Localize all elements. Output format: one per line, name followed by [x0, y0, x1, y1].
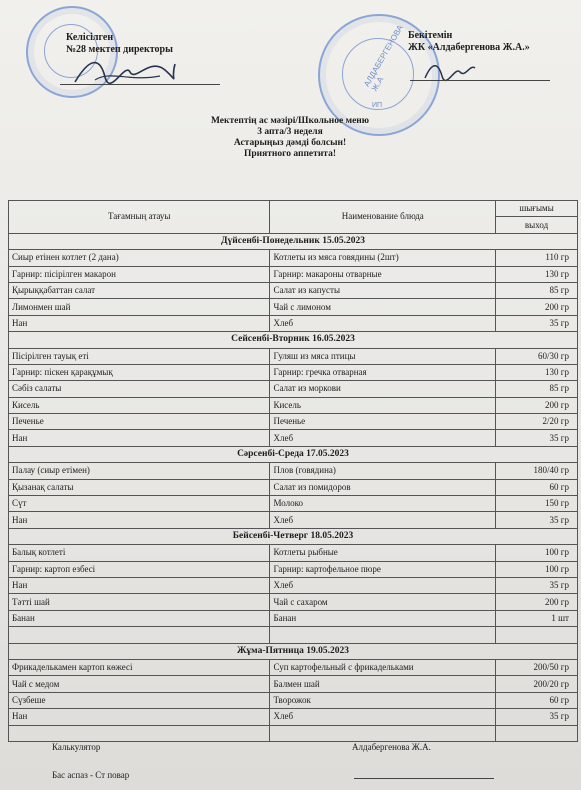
dish-output: 100 гр [496, 545, 578, 561]
dish-output: 110 гр [496, 250, 578, 266]
table-row [9, 479, 578, 495]
dish-output: 35 гр [496, 430, 578, 446]
dish-name-ru [270, 627, 496, 643]
dish-output: 100 гр [496, 561, 578, 577]
footer-chef: Бас аспаз - Ст повар [52, 770, 130, 780]
menu-title-line2: 3 апта/3 неделя [257, 127, 323, 137]
dish-name-ru: Гарнир: картофельное пюре [270, 561, 496, 577]
dish-name-kz: Гарнир: піскен қарақұмық [9, 364, 270, 380]
dish-name-kz [9, 627, 270, 643]
table-row [9, 381, 578, 397]
menu-table [8, 200, 578, 742]
dish-output: 60 гр [496, 692, 578, 708]
table-row [9, 430, 578, 446]
table-row [9, 692, 578, 708]
dish-name-ru: Гуляш из мяса птицы [270, 348, 496, 364]
dish-output [496, 627, 578, 643]
day-title: Сәрсенбі-Среда 17.05.2023 [9, 446, 578, 462]
day-title: Дүйсенбі-Понедельник 15.05.2023 [9, 233, 578, 249]
dish-output: 85 гр [496, 282, 578, 298]
dish-output: 35 гр [496, 577, 578, 593]
approval-left-line2: №28 мектеп директоры [66, 44, 173, 55]
dish-name-ru: Хлеб [270, 430, 496, 446]
table-row [9, 282, 578, 298]
table-row [9, 676, 578, 692]
table-row [9, 659, 578, 675]
table-row [9, 561, 578, 577]
footer-signature-line [354, 778, 494, 779]
dish-name-kz: Лимонмен шай [9, 299, 270, 315]
approval-right-line2: ЖК «Алдабергенова Ж.А.» [408, 42, 530, 53]
company-stamp-subtext: ИП [372, 102, 383, 109]
dish-name-kz: Нан [9, 512, 270, 528]
company-stamp-text: АЛДАБЕРГЕНОВА Ж.А [362, 23, 405, 93]
dish-output: 1 шт [496, 610, 578, 626]
dish-name-ru: Печенье [270, 414, 496, 430]
dish-name-ru: Гарнир: макароны отварные [270, 266, 496, 282]
table-header-row [9, 201, 578, 217]
table-row [9, 610, 578, 626]
table-row [9, 709, 578, 725]
dish-output: 35 гр [496, 315, 578, 331]
dish-output: 200/50 гр [496, 659, 578, 675]
table-row [9, 348, 578, 364]
table-row [9, 315, 578, 331]
table-row [9, 266, 578, 282]
dish-name-kz: Нан [9, 430, 270, 446]
dish-name-kz: Фрикаделькамен картоп көжесі [9, 659, 270, 675]
table-row [9, 577, 578, 593]
dish-name-ru: Котлеты рыбные [270, 545, 496, 561]
dish-name-ru: Плов (говядина) [270, 463, 496, 479]
dish-name-kz [9, 725, 270, 741]
dish-name-ru: Салат из моркови [270, 381, 496, 397]
dish-name-ru: Балмен шай [270, 676, 496, 692]
dish-name-kz: Қырыққабаттан салат [9, 282, 270, 298]
day-header-row [9, 643, 578, 659]
dish-name-ru: Хлеб [270, 512, 496, 528]
dish-name-kz: Сиыр етінен котлет (2 дана) [9, 250, 270, 266]
table-row [9, 299, 578, 315]
footer-name: Алдабергенова Ж.А. [352, 742, 431, 752]
approval-left-line1: Келісілген [66, 32, 114, 43]
header-kz: Тағамның атауы [9, 201, 270, 234]
dish-name-ru: Хлеб [270, 709, 496, 725]
day-title: Жұма-Пятница 19.05.2023 [9, 643, 578, 659]
table-row [9, 594, 578, 610]
table-row [9, 512, 578, 528]
dish-name-kz: Банан [9, 610, 270, 626]
table-row [9, 414, 578, 430]
director-signature-line [60, 84, 220, 85]
table-row [9, 463, 578, 479]
header-output-kz: шығымы [496, 201, 578, 217]
dish-output: 200 гр [496, 594, 578, 610]
dish-name-kz: Сәбіз салаты [9, 381, 270, 397]
footer-calculator: Калькулятор [52, 742, 101, 752]
dish-name-ru: Хлеб [270, 315, 496, 331]
dish-output: 130 гр [496, 364, 578, 380]
table-row [9, 364, 578, 380]
menu-title-line4: Приятного аппетита! [243, 149, 336, 159]
dish-name-ru: Банан [270, 610, 496, 626]
dish-output: 35 гр [496, 512, 578, 528]
dish-name-kz: Сүзбеше [9, 692, 270, 708]
dish-name-ru: Салат из помидоров [270, 479, 496, 495]
table-row [9, 496, 578, 512]
day-header-row [9, 446, 578, 462]
dish-name-kz: Нан [9, 709, 270, 725]
dish-name-kz: Қызанақ салаты [9, 479, 270, 495]
dish-name-kz: Кисель [9, 397, 270, 413]
dish-output: 150 гр [496, 496, 578, 512]
day-title: Бейсенбі-Четверг 18.05.2023 [9, 528, 578, 544]
header-ru: Наименование блюда [270, 201, 496, 234]
dish-name-kz: Нан [9, 315, 270, 331]
table-row [9, 725, 578, 741]
dish-output: 200 гр [496, 299, 578, 315]
dish-name-kz: Гарнир: картоп езбесі [9, 561, 270, 577]
day-header-row [9, 233, 578, 249]
table-row [9, 545, 578, 561]
table-row [9, 250, 578, 266]
dish-name-kz: Палау (сиыр етімен) [9, 463, 270, 479]
dish-name-ru: Хлеб [270, 577, 496, 593]
day-title: Сейсенбі-Вторник 16.05.2023 [9, 332, 578, 348]
dish-name-ru: Гарнир: гречка отварная [270, 364, 496, 380]
menu-title-line1: Мектептің ас мәзірі/Школьное меню [210, 116, 370, 126]
dish-output: 130 гр [496, 266, 578, 282]
dish-output: 60/30 гр [496, 348, 578, 364]
dish-name-kz: Тәтті шай [9, 594, 270, 610]
dish-name-kz: Пісірілген тауық еті [9, 348, 270, 364]
dish-name-ru: Котлеты из мяса говядины (2шт) [270, 250, 496, 266]
dish-name-ru: Кисель [270, 397, 496, 413]
dish-output: 35 гр [496, 709, 578, 725]
dish-name-kz: Нан [9, 577, 270, 593]
dish-name-kz: Гарнир: пісірілген макарон [9, 266, 270, 282]
dish-name-kz: Балық котлеті [9, 545, 270, 561]
approver-signature-line [410, 80, 550, 81]
dish-name-ru: Молоко [270, 496, 496, 512]
dish-name-kz: Сүт [9, 496, 270, 512]
dish-name-ru: Чай с сахаром [270, 594, 496, 610]
dish-name-ru [270, 725, 496, 741]
menu-title-block [190, 116, 390, 160]
table-row [9, 397, 578, 413]
dish-output: 200/20 гр [496, 676, 578, 692]
dish-output: 85 гр [496, 381, 578, 397]
header-output-ru: выход [496, 217, 578, 233]
day-header-row [9, 332, 578, 348]
day-header-row [9, 528, 578, 544]
dish-name-ru: Суп картофельный с фрикадельками [270, 659, 496, 675]
dish-name-ru: Творожок [270, 692, 496, 708]
dish-output: 60 гр [496, 479, 578, 495]
dish-output: 180/40 гр [496, 463, 578, 479]
dish-output [496, 725, 578, 741]
dish-name-ru: Чай с лимоном [270, 299, 496, 315]
table-row [9, 627, 578, 643]
dish-name-ru: Салат из капусты [270, 282, 496, 298]
dish-name-kz: Чай с медом [9, 676, 270, 692]
dish-name-kz: Печенье [9, 414, 270, 430]
dish-output: 2/20 гр [496, 414, 578, 430]
approval-right-block [408, 30, 530, 54]
menu-title-line3: Астарыңыз дәмді болсын! [233, 138, 347, 148]
director-signature [70, 52, 180, 92]
dish-output: 200 гр [496, 397, 578, 413]
approval-right-line1: Бекітемін [408, 30, 453, 41]
